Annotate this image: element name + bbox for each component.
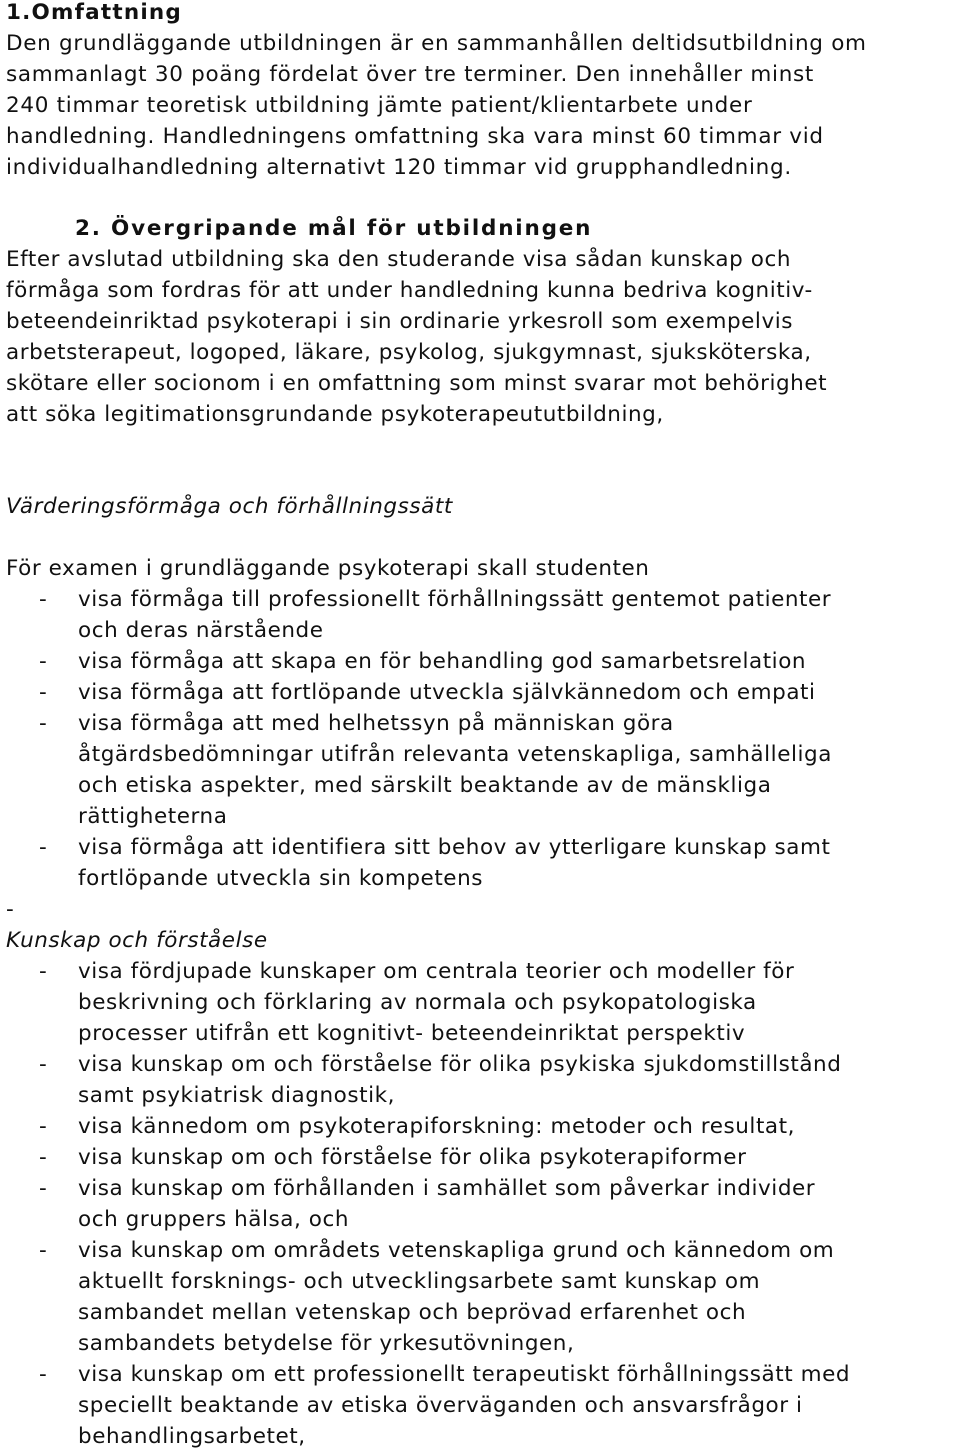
section-scope-line: individualhandledning alternativt 120 timmar vid grupphandledning. <box>6 155 792 180</box>
section-goals <box>6 213 956 430</box>
list-item <box>6 956 956 1049</box>
list-item-line: aktuellt forsknings- och utvecklingsarbete samt kunskap om <box>78 1269 761 1294</box>
bullet-dash: - <box>39 1238 47 1263</box>
list-item-line: visa förmåga att med helhetssyn på människan göra <box>78 711 674 736</box>
list-item-line: samt psykiatrisk diagnostik, <box>78 1083 395 1108</box>
list-item-text <box>78 677 816 708</box>
bullet-dash: - <box>39 1145 47 1170</box>
list-item <box>6 1142 956 1173</box>
list-item-line: och gruppers hälsa, och <box>78 1207 350 1232</box>
bullet-dash: - <box>39 1176 47 1201</box>
list-item-line: fortlöpande utveckla sin kompetens <box>78 866 484 891</box>
list-item <box>6 832 956 894</box>
list-item-text <box>78 1359 850 1452</box>
bullet-dash: - <box>39 1114 47 1139</box>
list-item <box>6 646 956 677</box>
knowledge-subheading: Kunskap och förståelse <box>6 928 268 953</box>
list-item-line: visa fördjupade kunskaper om centrala teorier och modeller för <box>78 959 795 984</box>
section-goals-line: förmåga som fordras för att under handledning kunna bedriva kognitiv- <box>6 278 813 303</box>
list-item <box>6 584 956 646</box>
list-item-line: visa kunskap om områdets vetenskapliga grund och kännedom om <box>78 1238 835 1263</box>
list-item <box>6 708 956 832</box>
bullet-dash: - <box>39 587 47 612</box>
values-intro: För examen i grundläggande psykoterapi skall studenten <box>6 556 650 581</box>
list-item-text <box>78 1049 841 1111</box>
section-scope-line: handledning. Handledningens omfattning ska vara minst 60 timmar vid <box>6 124 824 149</box>
learning-outcomes <box>6 553 956 1452</box>
list-item-line: visa förmåga att skapa en för behandling god samarbetsrelation <box>78 649 807 674</box>
list-item-line: rättigheterna <box>78 804 228 829</box>
list-item-line: speciellt beaktande av etiska överväganden och ansvarsfrågor i <box>78 1393 803 1418</box>
section-scope <box>6 0 956 183</box>
list-item-text <box>78 832 830 894</box>
list-item-line: visa kunskap om och förståelse för olika psykoterapiformer <box>78 1145 747 1170</box>
values-subheading-block <box>6 491 956 522</box>
bullet-dash: - <box>39 959 47 984</box>
list-item-text <box>78 1142 746 1173</box>
section-goals-line: skötare eller socionom i en omfattning som minst svarar mot behörighet <box>6 371 828 396</box>
list-item-line: visa förmåga till professionellt förhållningssätt gentemot patienter <box>78 587 832 612</box>
list-item-line: och deras närstående <box>78 618 324 643</box>
bullet-dash: - <box>39 680 47 705</box>
list-item-text <box>78 1173 815 1235</box>
list-item-line: visa kännedom om psykoterapiforskning: metoder och resultat, <box>78 1114 796 1139</box>
section-scope-line: 240 timmar teoretisk utbildning jämte patient/klientarbete under <box>6 93 753 118</box>
section-goals-line: Efter avslutad utbildning ska den studerande visa sådan kunskap och <box>6 247 791 272</box>
list-item <box>6 677 956 708</box>
list-item-line: visa kunskap om ett professionellt terapeutiskt förhållningssätt med <box>78 1362 851 1387</box>
list-item-line: visa kunskap om förhållanden i samhället som påverkar individer <box>78 1176 816 1201</box>
bullet-dash: - <box>39 649 47 674</box>
list-item-line: sambandets betydelse för yrkesutövningen, <box>78 1331 575 1356</box>
list-item <box>6 1049 956 1111</box>
list-item-line: visa kunskap om och förståelse för olika psykiska sjukdomstillstånd <box>78 1052 842 1077</box>
list-item-line: åtgärdsbedömningar utifrån relevanta vetenskapliga, samhälleliga <box>78 742 832 767</box>
list-item <box>6 1359 956 1452</box>
list-item-text <box>78 584 831 646</box>
list-item-line: visa förmåga att identifiera sitt behov av ytterligare kunskap samt <box>78 835 831 860</box>
list-item-line: och etiska aspekter, med särskilt beaktande av de mänskliga <box>78 773 772 798</box>
list-item-text <box>78 708 832 832</box>
section-goals-heading: 2. Övergripande mål för utbildningen <box>75 216 593 241</box>
section-scope-line: sammanlagt 30 poäng fördelat över tre terminer. Den innehåller minst <box>6 62 815 87</box>
list-item-line: beskrivning och förklaring av normala och psykopatologiska <box>78 990 757 1015</box>
list-item <box>6 1111 956 1142</box>
values-subheading: Värderingsförmåga och förhållningssätt <box>6 494 453 519</box>
section-scope-line: Den grundläggande utbildningen är en sammanhållen deltidsutbildning om <box>6 31 867 56</box>
section-scope-heading: 1.Omfattning <box>6 0 182 25</box>
bullet-dash: - <box>39 835 47 860</box>
list-item <box>6 1173 956 1235</box>
list-item-line: behandlingsarbetet, <box>78 1424 306 1449</box>
list-item-text <box>78 956 794 1049</box>
bullet-dash: - <box>39 711 47 736</box>
bullet-dash: - <box>39 1052 47 1077</box>
list-item-text <box>78 646 806 677</box>
list-item-line: sambandet mellan vetenskap och beprövad erfarenhet och <box>78 1300 747 1325</box>
list-item <box>6 1235 956 1359</box>
list-item-line: visa förmåga att fortlöpande utveckla självkännedom och empati <box>78 680 816 705</box>
section-goals-line: beteendeinriktad psykoterapi i sin ordinarie yrkesroll som exempelvis <box>6 309 793 334</box>
list-item-line: processer utifrån ett kognitivt- beteendeinriktat perspektiv <box>78 1021 746 1046</box>
section-goals-line: arbetsterapeut, logoped, läkare, psykolog, sjukgymnast, sjuksköterska, <box>6 340 812 365</box>
list-item-text <box>78 1111 795 1142</box>
bullet-dash: - <box>6 897 14 922</box>
bullet-dash: - <box>39 1362 47 1387</box>
list-item-text <box>78 1235 834 1359</box>
section-goals-line: att söka legitimationsgrundande psykoterapeututbildning, <box>6 402 664 427</box>
